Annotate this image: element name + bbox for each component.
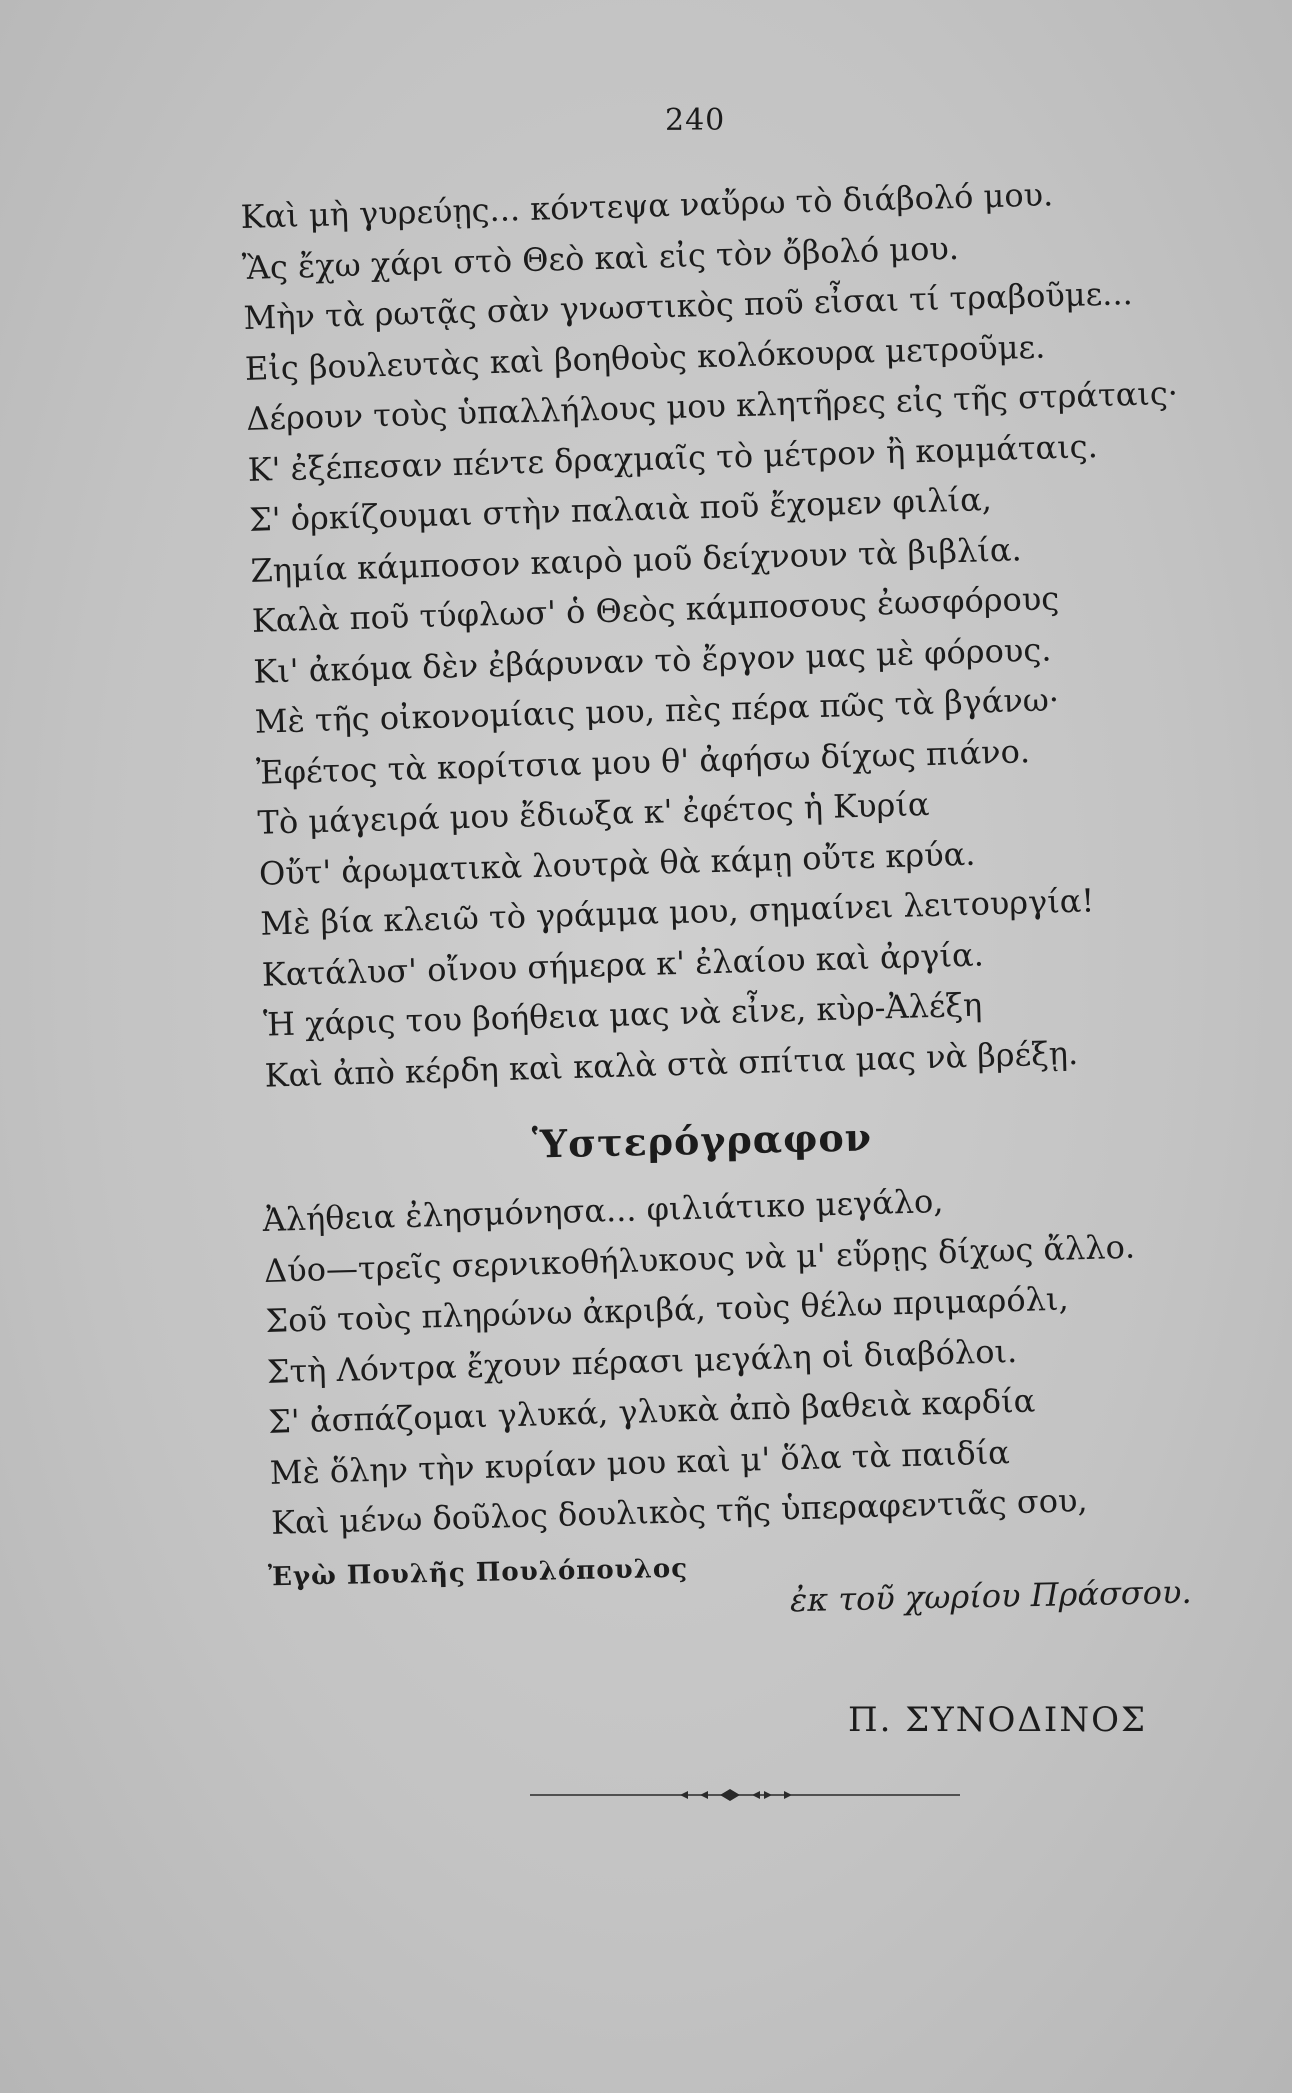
poem-line: Καὶ ἀπὸ κέρδη καὶ καλὰ στὰ σπίτια μας νὰ βρέξῃ. [264, 1033, 1079, 1095]
poem-line: Μὴν τὰ ρωτᾷς σὰν γνωστικὸς ποῦ εἶσαι τί τραβοῦμε... [242, 274, 1134, 337]
poem-line: Ἐφέτος τὰ κορίτσια μου θ' ἀφήσω δίχως πιάνο. [255, 731, 1031, 792]
poem-line: Ἂς ἔχω χάρι στὸ Θεὸ καὶ εἰς τὸν ὄβολό μου. [241, 228, 960, 287]
postscript-line: Σ' ἀσπάζομαι γλυκά, γλυκὰ ἀπὸ βαθειὰ καρδία [267, 1381, 1036, 1441]
poem-line: Καλὰ ποῦ τύφλωσ' ὁ Θεὸς κάμποσους ἐωσφόρους [251, 579, 1060, 640]
poem-line: Κι' ἀκόμα δὲν ἐβάρυναν τὸ ἔργον μας μὲ φόρους. [252, 630, 1052, 691]
postscript-line: Ἀλήθεια ἐλησμόνησα... φιλιάτικο μεγάλο, [262, 1181, 944, 1239]
letter-place: ἐκ τοῦ χωρίου Πράσσου. [789, 1572, 1192, 1620]
postscript-heading: Ὑστερόγραφον [531, 1114, 873, 1167]
postscript-line: Μὲ ὅλην τὴν κυρίαν μου καὶ μ' ὅλα τὰ παιδία [269, 1432, 1011, 1492]
postscript-line: Καὶ μένω δοῦλος δουλικὸς τῆς ὑπεραφεντιᾶς σου, [270, 1481, 1089, 1542]
letter-signature: Ἐγὼ Πουλῆς Πουλόπουλος [267, 1553, 689, 1593]
poem-line: Μὲ τῆς οἰκονομίαις μου, πὲς πέρα πῶς τὰ βγάνω· [254, 680, 1060, 741]
poem-line: Κατάλυσ' οἴνου σήμερα κ' ἐλαίου καὶ ἀργία. [261, 935, 985, 994]
postscript-line: Στὴ Λόντρα ἔχουν πέρασι μεγάλη οἱ διαβόλοι. [266, 1331, 1018, 1391]
poem-line: Εἰς βουλευτὰς καὶ βοηθοὺς κολόκουρα μετροῦμε. [244, 327, 1046, 388]
postscript-body [262, 1168, 1231, 1548]
poem-line: Οὔτ' ἀρωματικὰ λουτρὰ θὰ κάμῃ οὔτε κρύα. [258, 834, 976, 893]
poem-line: Καὶ μὴ γυρεύῃς... κόντεψα ναὔρω τὸ διάβολό μου. [240, 175, 1054, 236]
author-name: Π. ΣΥΝΟΔΙΝΟΣ [848, 1700, 1148, 1740]
poem-line: Μὲ βία κλειῶ τὸ γράμμα μου, σημαίνει λειτουργία! [259, 881, 1095, 943]
ornament-divider [530, 1780, 960, 1810]
poem-line: Δέρουν τοὺς ὑπαλλήλους μου κλητῆρες εἰς τῆς στράταις· [245, 373, 1179, 438]
poem-line: Ἡ χάρις του βοήθεια μας νὰ εἶνε, κὺρ-Ἀλέξη [262, 985, 983, 1044]
poem-line: Σ' ὁρκίζουμαι στὴν παλαιὰ ποῦ ἔχομεν φιλία, [248, 480, 993, 539]
poem-line: Κ' ἐξέπεσαν πέντε δραχμαῖς τὸ μέτρον ἢ κομμάταις. [247, 426, 1099, 489]
postscript-line: Σοῦ τοὺς πληρώνω ἀκριβά, τοὺς θέλω πριμαρόλι, [264, 1279, 1070, 1340]
page-number: 240 [665, 103, 726, 138]
poem-line: Τὸ μάγειρά μου ἔδιωξα κ' ἐφέτος ἡ Κυρία [257, 784, 930, 842]
poem-body [240, 165, 1225, 1100]
postscript-line: Δύο—τρεῖς σερνικοθήλυκους νὰ μ' εὕρῃς δίχως ἄλλο. [263, 1227, 1136, 1290]
poem-line: Ζημία κάμποσον καιρὸ μοῦ δείχνουν τὰ βιβλία. [250, 529, 1023, 590]
